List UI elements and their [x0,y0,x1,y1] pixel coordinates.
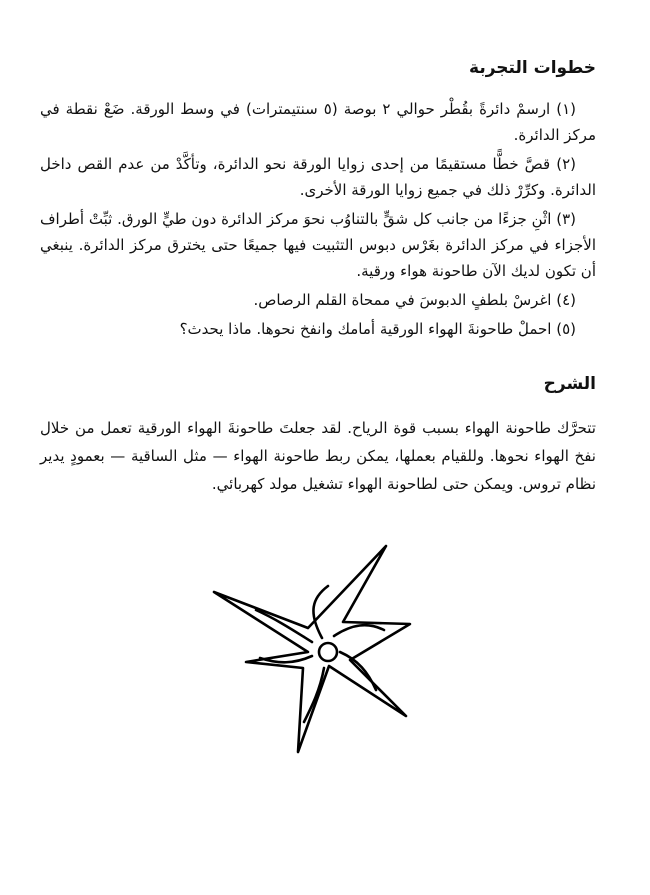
step-item: (٣) اثْنِ جزءًا من جانب كل شقٍّ بالتناوُب نحوَ مركز الدائرة دون طيٍّ الورق. ثبِّتْ أطراف الأجزاء في مركز الدائرة بغَرْس دبوس التثبيت فيها جميعًا حتى يخترق مركز الدائرة. ينبغي أن تكون لديك الآن طاحونة هواء ورقية. [40,210,596,280]
pinwheel-icon [208,540,448,760]
step-item: (١) ارسمْ دائرةً بقُطْر حوالي ٢ بوصة (٥ سنتيمترات) في وسط الورقة. ضَعْ نقطة في مركز الدائرة. [40,100,596,144]
step-item: (٤) اغرسْ بلطفٍ الدبوسَ في ممحاة القلم الرصاص. [253,291,576,309]
explanation-heading: الشرح [543,374,596,394]
explanation-paragraph: تتحرَّك طاحونة الهواء بسبب قوة الرياح. لقد جعلتَ طاحونةَ الهواء الورقية تعمل من خلال نفخ الهواء نحوها. وللقيام بعملها، يمكن ربط طاحونة الهواء — مثل الساقية — بعمودٍ يدير نظام تروس. ويمكن حتى لطاحونة الهواء تشغيل مولد كهربائي. [40,419,596,493]
step-item: (٥) احملْ طاحونةَ الهواء الورقية أمامك وانفخ نحوها. ماذا يحدث؟ [179,320,576,338]
steps-list [40,96,596,345]
step-item: (٢) قصَّ خطًّا مستقيمًا من إحدى زوايا الورقة نحو الدائرة، وتأكَّدْ من عدم القص داخل الدائرة. وكرِّرْ ذلك في جميع زوايا الورقة الأخرى. [40,155,596,199]
steps-heading: خطوات التجربة [469,58,596,78]
